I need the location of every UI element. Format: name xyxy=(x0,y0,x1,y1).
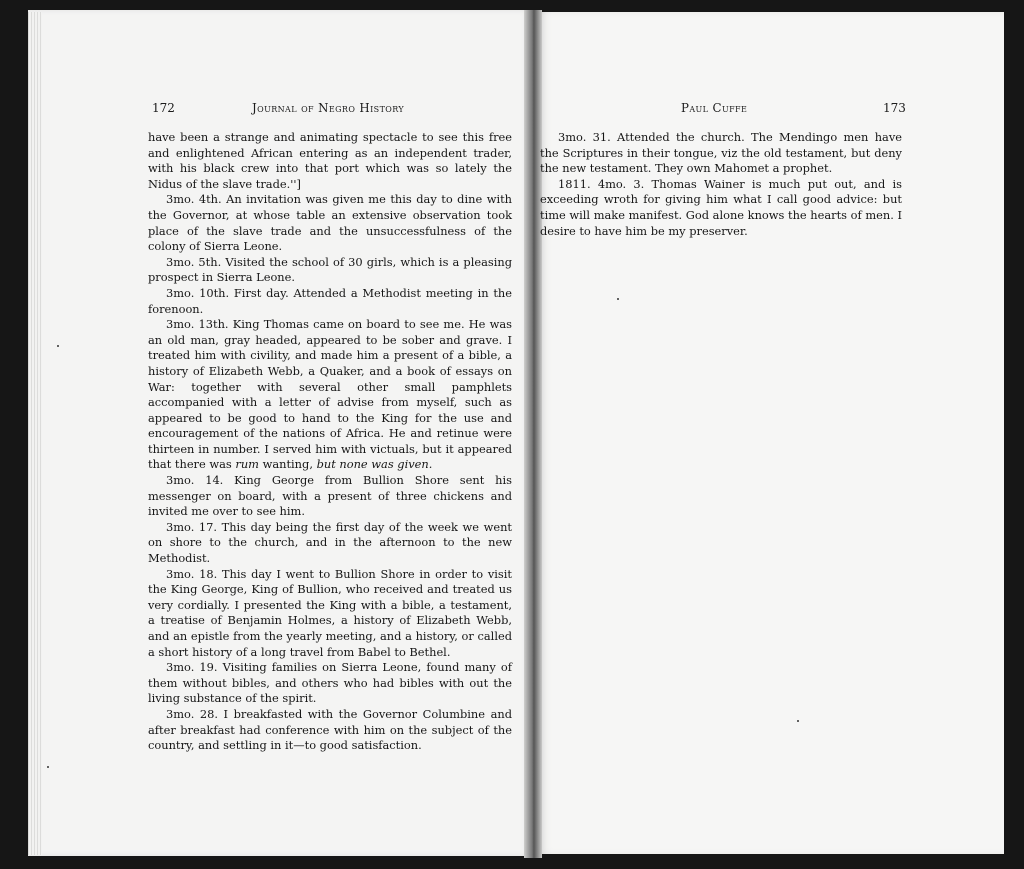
left-running-head: Journal of Negro History xyxy=(252,101,405,115)
scan-speck xyxy=(57,345,59,347)
right-page-body xyxy=(540,130,902,239)
italic-text: rum xyxy=(235,457,259,472)
scan-speck xyxy=(47,766,49,768)
italic-text: but none was given. xyxy=(316,457,433,472)
paragraph: 3mo. 5th. Visited the school of 30 girls, which is a pleasing prospect in Sierra Leone. xyxy=(148,254,512,285)
paragraph xyxy=(148,317,512,473)
right-page-number: 173 xyxy=(883,101,906,115)
paragraph: 3mo. 14. King George from Bullion Shore sent his messenger on board, with a present of three chickens and invited me over to see him. xyxy=(148,473,512,519)
paragraph: 1811. 4mo. 3. Thomas Wainer is much put out, and is exceeding wroth for giving him what I call good advice: but time will make manifest. God alone knows the hearts of men. I desire to have him be my preserver. xyxy=(540,176,902,238)
left-page-number: 172 xyxy=(152,101,175,115)
page-edges xyxy=(28,12,42,855)
left-page-body xyxy=(148,130,512,754)
scan-speck xyxy=(797,720,799,722)
scan-speck xyxy=(617,298,619,300)
paragraph: 3mo. 28. I breakfasted with the Governor Columbine and after breakfast had conference with him on the subject of the country, and settling in it—to good satisfaction. xyxy=(148,706,512,753)
paragraph: 3mo. 17. This day being the first day of the week we went on shore to the church, and in the afternoon to the new Methodist. xyxy=(148,519,512,566)
paragraph: 3mo. 4th. An invitation was given me this day to dine with the Governor, at whose table an extensive observation took place of the slave trade and the unsuccessfulness of the colony of Sierra Leone. xyxy=(148,192,512,254)
paragraph: 3mo. 19. Visiting families on Sierra Leone, found many of them without bibles, and others who had bibles with out the living substance of the spirit. xyxy=(148,660,512,706)
paragraph-text: wanting, xyxy=(258,457,317,472)
paragraph: 3mo. 18. This day I went to Bullion Shore in order to visit the King George, King of Bullion, who received and treated us very cordially. I presented the King with a bible, a testament, a treatise of Benjamin Holmes, a history of Elizabeth Webb, and an epistle from the yearly meeting, and a history, or called a short history of a long travel from Babel to Bethel. xyxy=(148,566,512,659)
right-running-head: Paul Cuffe xyxy=(681,101,748,115)
paragraph: 3mo. 31. Attended the church. The Mendingo men have the Scriptures in their tongue, viz the old testament, but deny the new testament. They own Mahomet a prophet. xyxy=(540,130,902,176)
paragraph: 3mo. 10th. First day. Attended a Methodist meeting in the forenoon. xyxy=(148,285,512,316)
paragraph-text: 3mo. 13th. King Thomas came on board to see me. He was an old man, gray headed, appeared to be sober and grave. I treated him with civility, and made him a present of a bible, a history of Elizabeth Webb, a Quaker, and a book of essays on War: together with several other small pamphlets accompanied with a letter of advise from myself, such as appeared to be good to hand to the King for the use and encouragement of the nations of Africa. He and retinue were thirteen in number. I served him with victuals, but it appeared that there was xyxy=(148,317,512,472)
paragraph: have been a strange and animating spectacle to see this free and enlightened African entering as an independent trader, with his black crew into that port which was so lately the Nidus of the slave trade.''] xyxy=(148,130,512,191)
